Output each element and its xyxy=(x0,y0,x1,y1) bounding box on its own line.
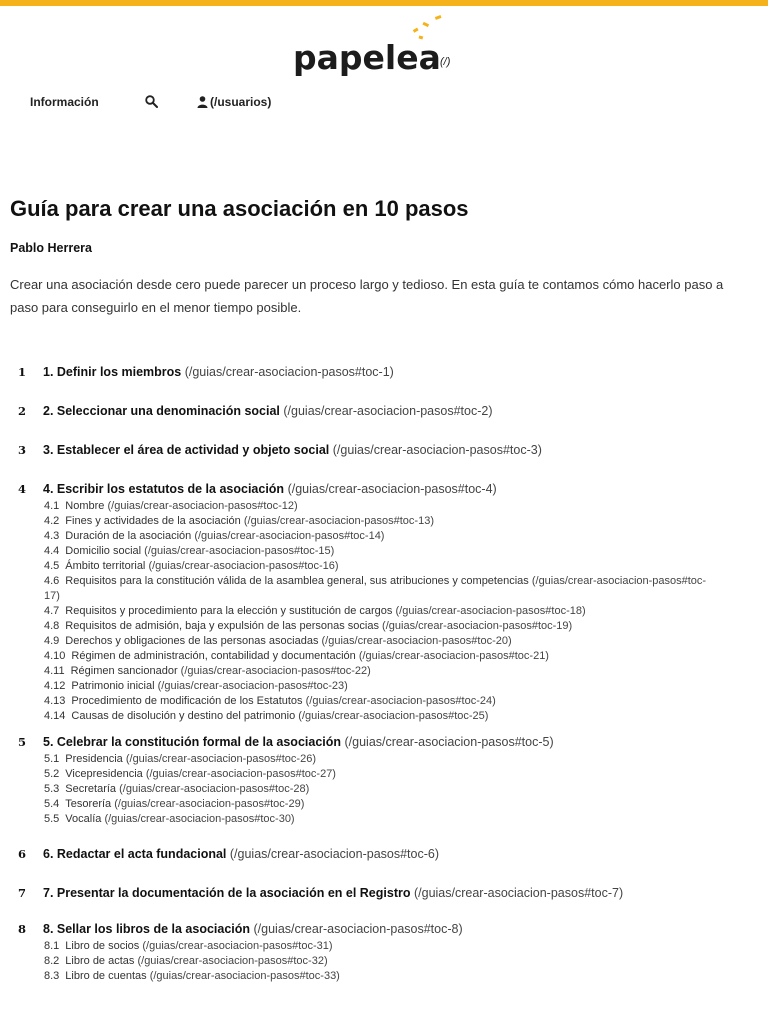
toc-subsection-title: Fines y actividades de la asociación xyxy=(65,515,241,527)
toc-subsection-title: Requisitos para la constitución válida de la asamblea general, sus atribuciones y competencias xyxy=(65,575,529,587)
toc-subsection-href: (/guias/crear-asociacion-pasos#toc-22) xyxy=(180,665,371,677)
toc-subsection-link[interactable] xyxy=(0,752,714,767)
toc-subsection-list xyxy=(0,939,768,984)
toc-section xyxy=(0,730,768,827)
toc-subsection-list xyxy=(0,499,768,724)
toc-section-title: 6. Redactar el acta fundacional xyxy=(43,847,227,861)
toc-subsection-number: 4.8 xyxy=(44,620,60,632)
toc-subsection-title: Vocalía xyxy=(65,813,102,825)
toc-subsection-href: (/guias/crear-asociacion-pasos#toc-20) xyxy=(321,635,512,647)
toc-subsection-title: Ámbito territorial xyxy=(65,560,146,572)
intro-paragraph: Crear una asociación desde cero puede parecer un proceso largo y tedioso. En esta guía te contamos cómo hacerlo paso a paso para conseguirlo en el menor tiempo posible. xyxy=(10,277,724,315)
toc-subsection-href: (/guias/crear-asociacion-pasos#toc-18) xyxy=(395,605,586,617)
toc-section-link[interactable] xyxy=(43,477,497,501)
toc-subsection-href: (/guias/crear-asociacion-pasos#toc-32) xyxy=(137,955,328,967)
author-name: Pablo Herrera xyxy=(10,241,92,255)
toc-subsection-title: Causas de disolución y destino del patrimonio xyxy=(71,710,296,722)
toc-section-link[interactable] xyxy=(43,917,463,941)
toc-section xyxy=(0,917,768,984)
toc-subsection-number: 5.1 xyxy=(44,753,60,765)
toc-subsection-title: Secretaría xyxy=(65,783,117,795)
toc-subsection-title: Procedimiento de modificación de los Estatutos xyxy=(71,695,303,707)
toc-subsection-href: (/guias/crear-asociacion-pasos#toc-33) xyxy=(149,970,340,982)
toc-subsection-title: Régimen de administración, contabilidad y documentación xyxy=(71,650,356,662)
toc-subsection-href: (/guias/crear-asociacion-pasos#toc-12) xyxy=(107,500,298,512)
toc-subsection-href: (/guias/crear-asociacion-pasos#toc-30) xyxy=(104,813,295,825)
toc-section-number: 8 xyxy=(18,922,27,936)
toc-subsection-link[interactable] xyxy=(0,969,714,984)
toc-subsection-number: 4.11 xyxy=(44,665,65,677)
toc-subsection-title: Presidencia xyxy=(65,753,123,765)
nav-usuarios-label: (/usuarios) xyxy=(210,95,272,109)
toc-subsection-title: Patrimonio inicial xyxy=(71,680,155,692)
toc-section-href: (/guias/crear-asociacion-pasos#toc-7) xyxy=(413,886,624,900)
toc-section xyxy=(0,477,768,724)
toc-subsection-link[interactable] xyxy=(0,544,714,559)
toc-section-number: 7 xyxy=(18,886,27,900)
toc-subsection-link[interactable] xyxy=(0,559,714,574)
toc-subsection-href: (/guias/crear-asociacion-pasos#toc-29) xyxy=(114,798,305,810)
toc-section-number: 2 xyxy=(18,404,27,418)
toc-subsection-link[interactable] xyxy=(0,812,714,827)
toc-section xyxy=(0,438,768,462)
toc-section-href: (/guias/crear-asociacion-pasos#toc-8) xyxy=(253,922,463,936)
toc-subsection-number: 4.2 xyxy=(44,515,60,527)
toc-subsection-number: 5.3 xyxy=(44,783,60,795)
toc-subsection-number: 4.4 xyxy=(44,545,60,557)
toc-section-title: 8. Sellar los libros de la asociación xyxy=(43,922,251,936)
toc-subsection-title: Tesorería xyxy=(65,798,112,810)
toc-subsection-link[interactable] xyxy=(0,797,714,812)
toc-section-link[interactable] xyxy=(43,360,394,384)
toc-section-link[interactable] xyxy=(43,438,542,462)
toc-subsection-href: (/guias/crear-asociacion-pasos#toc-16) xyxy=(148,560,339,572)
toc-subsection-title: Vicepresidencia xyxy=(65,768,143,780)
toc-section-href: (/guias/crear-asociacion-pasos#toc-2) xyxy=(283,404,493,418)
toc-section-row xyxy=(0,917,768,941)
toc-subsection-list xyxy=(0,752,768,827)
toc-subsection-number: 4.14 xyxy=(44,710,66,722)
table-of-contents xyxy=(0,360,768,984)
toc-subsection-number: 5.4 xyxy=(44,798,60,810)
toc-section-row xyxy=(0,842,768,866)
toc-subsection-number: 4.12 xyxy=(44,680,66,692)
toc-subsection-href: (/guias/crear-asociacion-pasos#toc-23) xyxy=(157,680,348,692)
toc-subsection-href: (/guias/crear-asociacion-pasos#toc-28) xyxy=(119,783,310,795)
search-button[interactable] xyxy=(145,95,158,112)
toc-subsection-number: 8.1 xyxy=(44,940,60,952)
main-nav xyxy=(0,88,768,118)
toc-subsection-number: 4.1 xyxy=(44,500,60,512)
toc-subsection-number: 4.9 xyxy=(44,635,60,647)
toc-subsection-link[interactable] xyxy=(0,499,714,514)
toc-section-number: 6 xyxy=(18,847,27,861)
toc-subsection-title: Domicilio social xyxy=(65,545,142,557)
toc-section-link[interactable] xyxy=(43,881,623,905)
toc-subsection-href: (/guias/crear-asociacion-pasos#toc-19) xyxy=(382,620,573,632)
toc-subsection-number: 8.2 xyxy=(44,955,60,967)
toc-section-number: 3 xyxy=(18,443,27,457)
toc-subsection-link[interactable] xyxy=(0,514,714,529)
toc-section-href: (/guias/crear-asociacion-pasos#toc-3) xyxy=(332,443,542,457)
toc-section-row xyxy=(0,399,768,423)
toc-section-href: (/guias/crear-asociacion-pasos#toc-5) xyxy=(344,735,554,749)
toc-subsection-href: (/guias/crear-asociacion-pasos#toc-14) xyxy=(194,530,385,542)
toc-subsection-href: (/guias/crear-asociacion-pasos#toc-21) xyxy=(358,650,549,662)
toc-section-title: 4. Escribir los estatutos de la asociación xyxy=(43,482,285,496)
toc-section-link[interactable] xyxy=(43,842,439,866)
toc-section xyxy=(0,360,768,384)
toc-subsection-href: (/guias/crear-asociacion-pasos#toc-13) xyxy=(243,515,434,527)
toc-section-href: (/guias/crear-asociacion-pasos#toc-6) xyxy=(229,847,440,861)
toc-section-number: 5 xyxy=(18,735,27,749)
toc-subsection-link[interactable] xyxy=(0,649,714,664)
user-icon xyxy=(197,96,208,108)
search-icon xyxy=(145,95,158,108)
logo-link-text: (/) xyxy=(440,56,451,68)
toc-subsection-title: Requisitos de admisión, baja y expulsión de las personas socias xyxy=(65,620,379,632)
toc-section-href: (/guias/crear-asociacion-pasos#toc-4) xyxy=(287,482,497,496)
nav-usuarios[interactable] xyxy=(197,94,271,110)
toc-section-title: 7. Presentar la documentación de la asociación en el Registro xyxy=(43,886,411,900)
toc-section-number: 4 xyxy=(18,482,27,496)
toc-section-row xyxy=(0,881,768,905)
toc-subsection-link[interactable] xyxy=(0,604,714,619)
toc-subsection-link[interactable] xyxy=(0,709,714,724)
toc-subsection-title: Derechos y obligaciones de las personas asociadas xyxy=(65,635,319,647)
toc-section-title: 2. Seleccionar una denominación social xyxy=(43,404,280,418)
toc-subsection-title: Libro de actas xyxy=(65,955,135,967)
toc-subsection-link[interactable] xyxy=(0,954,714,969)
toc-subsection-title: Duración de la asociación xyxy=(65,530,192,542)
toc-section-link[interactable] xyxy=(43,399,493,423)
toc-section xyxy=(0,842,768,866)
toc-subsection-title: Libro de socios xyxy=(65,940,140,952)
toc-section-row xyxy=(0,730,768,754)
toc-subsection-number: 4.5 xyxy=(44,560,60,572)
toc-subsection-href: (/guias/crear-asociacion-pasos#toc-27) xyxy=(145,768,336,780)
toc-section xyxy=(0,399,768,423)
toc-section-link[interactable] xyxy=(43,730,554,754)
toc-subsection-link[interactable] xyxy=(0,679,714,694)
toc-section-row xyxy=(0,360,768,384)
toc-subsection-href: (/guias/crear-asociacion-pasos#toc-31) xyxy=(142,940,333,952)
toc-subsection-link[interactable] xyxy=(0,767,714,782)
toc-section-number: 1 xyxy=(18,365,27,379)
toc-subsection-number: 4.6 xyxy=(44,575,60,587)
toc-subsection-number: 8.3 xyxy=(44,970,60,982)
toc-section xyxy=(0,881,768,905)
logo-text: papelea xyxy=(293,38,441,77)
toc-subsection-number: 4.10 xyxy=(44,650,66,662)
toc-section-title: 1. Definir los miembros xyxy=(43,365,182,379)
toc-section-row xyxy=(0,477,768,501)
toc-subsection-link[interactable] xyxy=(0,939,714,954)
toc-subsection-link[interactable] xyxy=(0,782,714,797)
toc-section-href: (/guias/crear-asociacion-pasos#toc-1) xyxy=(184,365,394,379)
toc-subsection-href: (/guias/crear-asociacion-pasos#toc-26) xyxy=(125,753,316,765)
toc-subsection-href: (/guias/crear-asociacion-pasos#toc-24) xyxy=(305,695,496,707)
toc-subsection-title: Nombre xyxy=(65,500,105,512)
nav-informacion[interactable]: Información xyxy=(30,95,99,109)
top-accent-bar xyxy=(0,0,768,6)
toc-subsection-number: 5.2 xyxy=(44,768,60,780)
toc-subsection-link[interactable] xyxy=(0,529,714,544)
toc-subsection-link[interactable] xyxy=(0,694,714,709)
toc-subsection-number: 5.5 xyxy=(44,813,60,825)
page-title: Guía para crear una asociación en 10 pasos xyxy=(10,196,469,221)
toc-subsection-title: Régimen sancionador xyxy=(70,665,178,677)
papelea-logo-link[interactable] xyxy=(293,14,473,78)
toc-section-row xyxy=(0,438,768,462)
toc-subsection-href: (/guias/crear-asociacion-pasos#toc-17) xyxy=(44,575,707,602)
toc-subsection-link[interactable] xyxy=(0,619,714,634)
toc-subsection-href: (/guias/crear-asociacion-pasos#toc-15) xyxy=(144,545,335,557)
toc-subsection-link[interactable] xyxy=(0,664,714,679)
toc-subsection-href: (/guias/crear-asociacion-pasos#toc-25) xyxy=(298,710,489,722)
toc-subsection-title: Requisitos y procedimiento para la elección y sustitución de cargos xyxy=(65,605,393,617)
toc-section-title: 3. Establecer el área de actividad y objeto social xyxy=(43,443,330,457)
toc-subsection-number: 4.7 xyxy=(44,605,60,617)
toc-section-title: 5. Celebrar la constitución formal de la asociación xyxy=(43,735,342,749)
toc-subsection-title: Libro de cuentas xyxy=(65,970,147,982)
toc-subsection-link[interactable] xyxy=(0,634,714,649)
toc-subsection-link[interactable] xyxy=(0,574,714,604)
toc-subsection-number: 4.3 xyxy=(44,530,60,542)
toc-subsection-number: 4.13 xyxy=(44,695,66,707)
